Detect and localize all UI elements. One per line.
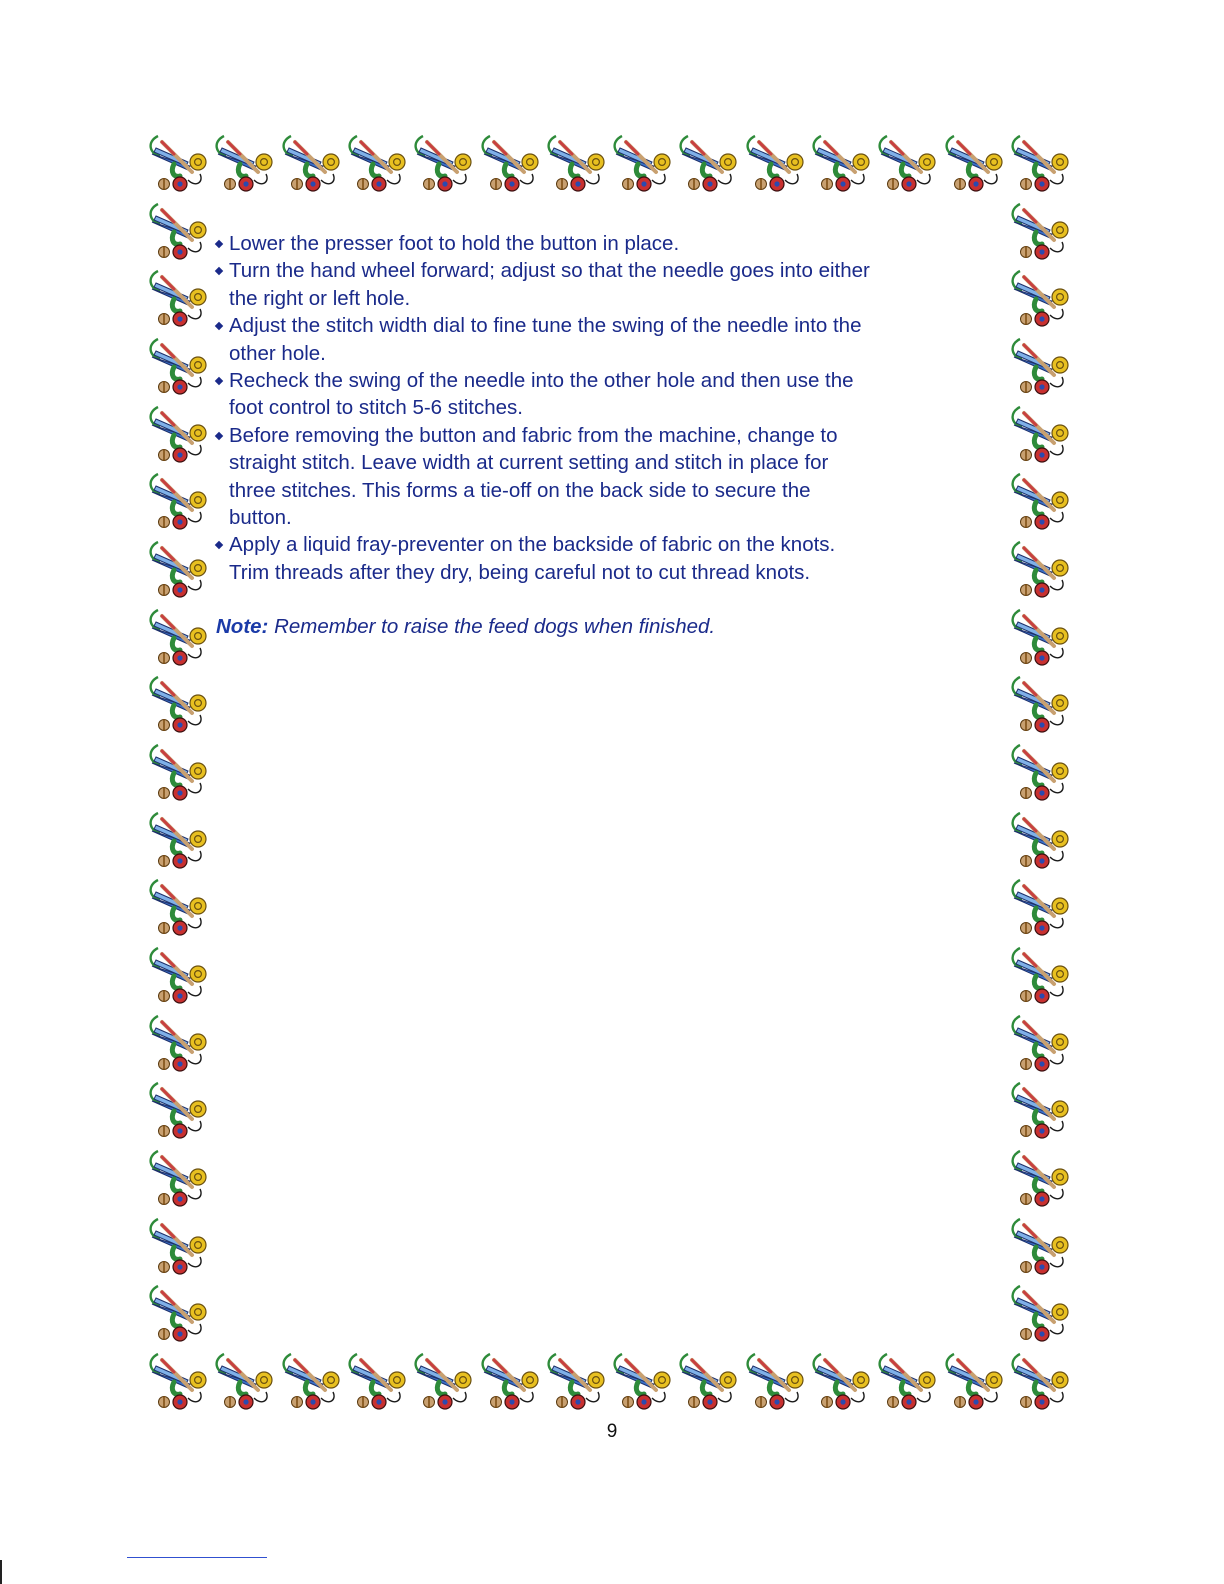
scissors-thread-spool-icon (1006, 1079, 1072, 1143)
scissors-thread-spool-icon (1006, 606, 1072, 670)
note (216, 613, 996, 640)
bullet-diamond-icon (215, 432, 223, 440)
scissors-thread-spool-icon (1006, 1282, 1072, 1346)
bullet-diamond-icon (215, 240, 223, 248)
scissors-thread-spool-icon (144, 200, 210, 264)
note-label: Note: (216, 615, 269, 639)
scissors-thread-spool-icon (144, 741, 210, 805)
list-item: Turn the hand wheel forward; adjust so that the needle goes into either the right or left hole. (216, 257, 996, 312)
scissors-thread-spool-icon (409, 1350, 475, 1414)
scissors-thread-spool-icon (144, 673, 210, 737)
scissors-thread-spool-icon (144, 809, 210, 873)
scissors-thread-spool-icon (144, 1282, 210, 1346)
scissors-thread-spool-icon (1006, 809, 1072, 873)
scissors-thread-spool-icon (277, 1350, 343, 1414)
scissors-thread-spool-icon (144, 606, 210, 670)
scissors-thread-spool-icon (1006, 335, 1072, 399)
scissors-thread-spool-icon (1006, 267, 1072, 331)
scissors-thread-spool-icon (741, 1350, 807, 1414)
scissors-thread-spool-icon (409, 132, 475, 196)
list-item: Recheck the swing of the needle into the other hole and then use the foot control to stitch 5-6 stitches. (216, 367, 996, 422)
scissors-thread-spool-icon (674, 132, 740, 196)
scissors-thread-spool-icon (343, 1350, 409, 1414)
scissors-thread-spool-icon (741, 132, 807, 196)
scissors-thread-spool-icon (144, 470, 210, 534)
scissors-thread-spool-icon (144, 1147, 210, 1211)
footer-rule (127, 1557, 267, 1558)
bullet-diamond-icon (215, 377, 223, 385)
edge-mark (0, 1560, 2, 1584)
scissors-thread-spool-icon (1006, 132, 1072, 196)
instruction-list (216, 230, 996, 586)
scissors-thread-spool-icon (144, 538, 210, 602)
scissors-thread-spool-icon (476, 132, 542, 196)
scissors-thread-spool-icon (144, 1079, 210, 1143)
scissors-thread-spool-icon (1006, 1012, 1072, 1076)
page-number: 9 (606, 1421, 618, 1442)
scissors-thread-spool-icon (1006, 1350, 1072, 1414)
list-item: Apply a liquid fray-preventer on the backside of fabric on the knots. Trim threads after they dry, being careful not to cut thread knots. (216, 531, 996, 586)
scissors-thread-spool-icon (1006, 876, 1072, 940)
scissors-thread-spool-icon (1006, 200, 1072, 264)
scissors-thread-spool-icon (144, 876, 210, 940)
scissors-thread-spool-icon (1006, 538, 1072, 602)
scissors-thread-spool-icon (873, 132, 939, 196)
list-item: Adjust the stitch width dial to fine tune the swing of the needle into the other hole. (216, 312, 996, 367)
scissors-thread-spool-icon (277, 132, 343, 196)
scissors-thread-spool-icon (343, 132, 409, 196)
scissors-thread-spool-icon (1006, 741, 1072, 805)
list-item: Before removing the button and fabric from the machine, change to straight stitch. Leave width at current setting and stitch in place for three stitches. This forms a tie-off on the back side to secure the button. (216, 422, 996, 532)
scissors-thread-spool-icon (940, 132, 1006, 196)
scissors-thread-spool-icon (608, 132, 674, 196)
scissors-thread-spool-icon (608, 1350, 674, 1414)
page-content (216, 230, 996, 641)
scissors-thread-spool-icon (144, 944, 210, 1008)
bullet-diamond-icon (215, 541, 223, 549)
scissors-thread-spool-icon (807, 132, 873, 196)
scissors-thread-spool-icon (144, 403, 210, 467)
scissors-thread-spool-icon (542, 1350, 608, 1414)
scissors-thread-spool-icon (144, 335, 210, 399)
scissors-thread-spool-icon (1006, 944, 1072, 1008)
scissors-thread-spool-icon (144, 267, 210, 331)
scissors-thread-spool-icon (210, 132, 276, 196)
scissors-thread-spool-icon (940, 1350, 1006, 1414)
scissors-thread-spool-icon (674, 1350, 740, 1414)
bullet-diamond-icon (215, 322, 223, 330)
scissors-thread-spool-icon (476, 1350, 542, 1414)
scissors-thread-spool-icon (144, 132, 210, 196)
scissors-thread-spool-icon (144, 1215, 210, 1279)
scissors-thread-spool-icon (1006, 1147, 1072, 1211)
scissors-thread-spool-icon (144, 1350, 210, 1414)
scissors-thread-spool-icon (542, 132, 608, 196)
scissors-thread-spool-icon (1006, 673, 1072, 737)
note-text: Remember to raise the feed dogs when finished. (268, 615, 716, 639)
bullet-diamond-icon (215, 267, 223, 275)
scissors-thread-spool-icon (1006, 1215, 1072, 1279)
scissors-thread-spool-icon (873, 1350, 939, 1414)
scissors-thread-spool-icon (210, 1350, 276, 1414)
list-item: Lower the presser foot to hold the button in place. (216, 230, 996, 257)
scissors-thread-spool-icon (1006, 470, 1072, 534)
scissors-thread-spool-icon (1006, 403, 1072, 467)
scissors-thread-spool-icon (144, 1012, 210, 1076)
scissors-thread-spool-icon (807, 1350, 873, 1414)
